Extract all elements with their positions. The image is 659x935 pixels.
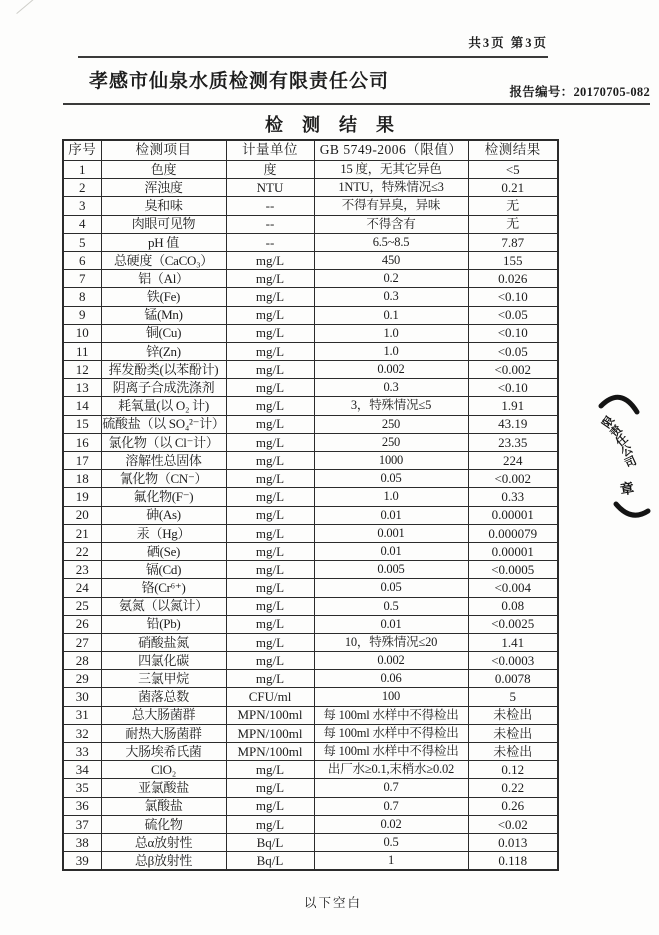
cell-limit: 0.002 [314,361,468,379]
cell-index: 27 [63,633,101,651]
cell-unit: MPN/100ml [226,706,314,724]
cell-limit: 0.1 [314,306,468,324]
document-title: 检 测 结 果 [264,115,401,135]
seal-char: 责 [608,423,625,441]
cell-limit: 0.01 [314,542,468,560]
cell-limit: 0.01 [314,615,468,633]
cell-item: 铁(Fe) [101,288,226,306]
cell-limit: 15 度，无其它异色 [314,161,468,179]
result-row [63,670,558,688]
cell-index: 21 [63,524,101,542]
cell-unit: mg/L [226,397,314,415]
column-header-result: 检测结果 [468,140,558,161]
cell-result: 未检出 [468,724,558,742]
cell-unit: mg/L [226,452,314,470]
cell-item: 氰化物（CN⁻） [101,470,226,488]
result-row [63,852,558,871]
cell-index: 9 [63,306,101,324]
cell-item: pH 值 [101,233,226,251]
cell-limit: 0.05 [314,470,468,488]
cell-result: 43.19 [468,415,558,433]
result-row [63,251,558,269]
cell-unit: mg/L [226,415,314,433]
result-row [63,470,558,488]
end-of-report-note: 以下空白 [303,896,362,910]
cell-result: 无 [468,197,558,215]
cell-item: 氟化物(F⁻) [101,488,226,506]
cell-item: 色度 [101,161,226,179]
column-header-unit: 计量单位 [226,140,314,161]
cell-limit: 0.002 [314,652,468,670]
result-row [63,342,558,360]
cell-limit: 10，特殊情况≤20 [314,633,468,651]
cell-item: 硝酸盐氮 [101,633,226,651]
cell-index: 24 [63,579,101,597]
cell-item: 总硬度（CaCO₃） [101,251,226,269]
cell-index: 37 [63,815,101,833]
cell-index: 4 [63,215,101,233]
result-row [63,179,558,197]
cell-result: 0.00001 [468,542,558,560]
cell-unit: mg/L [226,488,314,506]
cell-unit: -- [226,233,314,251]
cell-unit: NTU [226,179,314,197]
cell-unit: mg/L [226,797,314,815]
cell-item: 大肠埃希氏菌 [101,743,226,761]
cell-item: 总β放射性 [101,852,226,871]
cell-index: 17 [63,452,101,470]
cell-limit: 0.001 [314,524,468,542]
cell-unit: mg/L [226,288,314,306]
cell-limit: 0.5 [314,833,468,851]
result-row [63,361,558,379]
cell-limit: 不得含有 [314,215,468,233]
cell-unit: mg/L [226,379,314,397]
cell-unit: -- [226,215,314,233]
result-row [63,524,558,542]
cell-result: 1.91 [468,397,558,415]
cell-result: <0.0005 [468,561,558,579]
cell-index: 22 [63,542,101,560]
cell-limit: 1NTU，特殊情况≤3 [314,179,468,197]
cell-index: 29 [63,670,101,688]
column-header-item: 检测项目 [101,140,226,161]
cell-unit: mg/L [226,633,314,651]
cell-result: <0.10 [468,288,558,306]
cell-result: 0.0078 [468,670,558,688]
result-row [63,197,558,215]
scan-fold-artifact [16,0,33,14]
cell-limit: 0.3 [314,379,468,397]
cell-unit: mg/L [226,597,314,615]
cell-limit: 250 [314,415,468,433]
cell-index: 20 [63,506,101,524]
results-header-row [63,140,558,161]
cell-result: 5 [468,688,558,706]
result-row [63,615,558,633]
cell-index: 8 [63,288,101,306]
cell-result: <0.0003 [468,652,558,670]
seal-char: 限 [600,414,618,431]
cell-unit: mg/L [226,506,314,524]
cell-result: 无 [468,215,558,233]
cell-limit: 0.05 [314,579,468,597]
cell-item: 铬(Cr⁶⁺) [101,579,226,597]
cell-result: 0.000079 [468,524,558,542]
result-row [63,761,558,779]
cell-item: 氯化物（以 Cl⁻计） [101,433,226,451]
report-number-value: 20170705-082 [573,85,650,99]
cell-item: 亚氯酸盐 [101,779,226,797]
cell-limit: 0.7 [314,779,468,797]
company-name: 孝感市仙泉水质检测有限责任公司 [89,71,390,92]
cell-unit: mg/L [226,670,314,688]
cell-index: 18 [63,470,101,488]
cell-limit: 每 100ml 水样中不得检出 [314,743,468,761]
cell-item: 砷(As) [101,506,226,524]
cell-limit: 0.06 [314,670,468,688]
cell-item: 硒(Se) [101,542,226,560]
result-row [63,433,558,451]
cell-index: 1 [63,161,101,179]
cell-limit: 不得有异臭，异味 [314,197,468,215]
seal-char: 任 [614,432,631,450]
cell-index: 32 [63,724,101,742]
seal-arc-bottom [616,504,648,515]
cell-unit: 度 [226,161,314,179]
cell-item: 锌(Zn) [101,342,226,360]
cell-item: 铝（Al） [101,270,226,288]
cell-item: 四氯化碳 [101,652,226,670]
report-masthead [63,66,650,105]
cell-index: 5 [63,233,101,251]
cell-unit: mg/L [226,542,314,560]
cell-limit: 0.02 [314,815,468,833]
cell-result: 0.22 [468,779,558,797]
cell-limit: 1.0 [314,324,468,342]
cell-index: 28 [63,652,101,670]
cell-index: 16 [63,433,101,451]
cell-item: 总α放射性 [101,833,226,851]
result-row [63,452,558,470]
cell-result: <0.05 [468,306,558,324]
cell-item: 耗氧量(以 O₂ 计) [101,397,226,415]
cell-item: 氨氮（以氮计） [101,597,226,615]
cell-index: 31 [63,706,101,724]
cell-unit: mg/L [226,779,314,797]
cell-index: 35 [63,779,101,797]
cell-index: 36 [63,797,101,815]
result-row [63,324,558,342]
result-row [63,306,558,324]
result-row [63,724,558,742]
cell-result: 未检出 [468,743,558,761]
cell-unit: mg/L [226,761,314,779]
cell-result: 23.35 [468,433,558,451]
cell-result: 0.21 [468,179,558,197]
cell-limit: 出厂水≥0.1,末梢水≥0.02 [314,761,468,779]
cell-unit: -- [226,197,314,215]
cell-limit: 每 100ml 水样中不得检出 [314,706,468,724]
result-row [63,815,558,833]
results-table-body [63,161,558,871]
cell-unit: mg/L [226,270,314,288]
results-table [62,139,559,871]
cell-item: 汞（Hg） [101,524,226,542]
result-row [63,706,558,724]
cell-limit: 0.7 [314,797,468,815]
cell-unit: mg/L [226,342,314,360]
result-row [63,688,558,706]
cell-index: 6 [63,251,101,269]
cell-index: 23 [63,561,101,579]
company-seal-stamp [585,382,659,532]
cell-result: 0.026 [468,270,558,288]
cell-item: 总大肠菌群 [101,706,226,724]
cell-item: ClO₂ [101,761,226,779]
seal-char: 司 [623,454,639,471]
cell-result: <0.004 [468,579,558,597]
result-row [63,506,558,524]
cell-result: <0.10 [468,379,558,397]
cell-limit: 1.0 [314,488,468,506]
result-row [63,415,558,433]
result-row [63,597,558,615]
cell-item: 铅(Pb) [101,615,226,633]
cell-limit: 250 [314,433,468,451]
result-row [63,743,558,761]
cell-result: 224 [468,452,558,470]
cell-item: 铜(Cu) [101,324,226,342]
cell-unit: CFU/ml [226,688,314,706]
cell-index: 2 [63,179,101,197]
cell-limit: 1 [314,852,468,871]
cell-item: 耐热大肠菌群 [101,724,226,742]
cell-item: 浑浊度 [101,179,226,197]
cell-unit: mg/L [226,652,314,670]
result-row [63,161,558,179]
cell-limit: 0.005 [314,561,468,579]
result-row [63,633,558,651]
cell-unit: mg/L [226,251,314,269]
cell-result: 未检出 [468,706,558,724]
cell-item: 菌落总数 [101,688,226,706]
cell-unit: Bq/L [226,852,314,871]
cell-result: 0.00001 [468,506,558,524]
seal-arc-top [601,397,637,412]
cell-index: 11 [63,342,101,360]
result-row [63,379,558,397]
cell-item: 镉(Cd) [101,561,226,579]
cell-item: 肉眼可见物 [101,215,226,233]
cell-result: 1.41 [468,633,558,651]
cell-unit: MPN/100ml [226,743,314,761]
cell-result: 0.33 [468,488,558,506]
report-number-label: 报告编号： [509,85,574,99]
cell-unit: mg/L [226,470,314,488]
cell-unit: mg/L [226,579,314,597]
cell-result: 0.118 [468,852,558,871]
cell-index: 30 [63,688,101,706]
cell-result: <0.05 [468,342,558,360]
cell-unit: mg/L [226,615,314,633]
result-row [63,579,558,597]
cell-item: 锰(Mn) [101,306,226,324]
page-indicator-rule [78,35,548,58]
cell-unit: mg/L [226,306,314,324]
result-row [63,779,558,797]
cell-index: 14 [63,397,101,415]
cell-index: 39 [63,852,101,871]
cell-index: 10 [63,324,101,342]
cell-limit: 0.01 [314,506,468,524]
column-header-index: 序号 [63,140,101,161]
result-row [63,652,558,670]
cell-limit: 0.5 [314,597,468,615]
cell-item: 三氯甲烷 [101,670,226,688]
seal-char: 公 [619,443,636,460]
report-number [509,82,650,103]
cell-item: 臭和味 [101,197,226,215]
cell-item: 挥发酚类(以苯酚计) [101,361,226,379]
cell-limit: 6.5~8.5 [314,233,468,251]
cell-unit: MPN/100ml [226,724,314,742]
result-row [63,288,558,306]
result-row [63,542,558,560]
cell-result: 0.08 [468,597,558,615]
cell-item: 阴离子合成洗涤剂 [101,379,226,397]
cell-result: 7.87 [468,233,558,251]
cell-index: 38 [63,833,101,851]
seal-center-char: 章 [619,481,636,499]
cell-unit: mg/L [226,433,314,451]
result-row [63,215,558,233]
cell-result: 0.013 [468,833,558,851]
cell-result: <0.002 [468,470,558,488]
cell-item: 硫化物 [101,815,226,833]
cell-index: 33 [63,743,101,761]
cell-result: <0.02 [468,815,558,833]
cell-item: 硫酸盐（以 SO₄²⁻计） [102,416,225,432]
result-row [63,270,558,288]
result-row [63,488,558,506]
cell-unit: mg/L [226,324,314,342]
cell-index: 34 [63,761,101,779]
cell-unit: mg/L [226,361,314,379]
cell-result: <0.0025 [468,615,558,633]
cell-limit: 0.3 [314,288,468,306]
result-row [63,397,558,415]
cell-result: 155 [468,251,558,269]
cell-limit: 1000 [314,452,468,470]
cell-unit: mg/L [226,561,314,579]
cell-index: 13 [63,379,101,397]
cell-index: 15 [63,415,101,433]
result-row [63,561,558,579]
cell-unit: mg/L [226,524,314,542]
cell-index: 25 [63,597,101,615]
cell-index: 3 [63,197,101,215]
cell-index: 12 [63,361,101,379]
cell-result: <5 [468,161,558,179]
cell-unit: Bq/L [226,833,314,851]
cell-limit: 1.0 [314,342,468,360]
cell-result: <0.002 [468,361,558,379]
cell-limit: 3，特殊情况≤5 [314,397,468,415]
cell-limit: 100 [314,688,468,706]
cell-limit: 450 [314,251,468,269]
cell-index: 7 [63,270,101,288]
cell-item: 氯酸盐 [101,797,226,815]
result-row [63,833,558,851]
cell-limit: 0.2 [314,270,468,288]
result-row [63,233,558,251]
page-indicator: 共3页 第3页 [468,36,548,50]
cell-index: 26 [63,615,101,633]
cell-index: 19 [63,488,101,506]
cell-result: 0.12 [468,761,558,779]
cell-result: 0.26 [468,797,558,815]
cell-limit: 每 100ml 水样中不得检出 [314,724,468,742]
result-row [63,797,558,815]
cell-item: 溶解性总固体 [101,452,226,470]
cell-result: <0.10 [468,324,558,342]
cell-unit: mg/L [226,815,314,833]
column-header-limit: GB 5749-2006（限值） [314,140,468,161]
